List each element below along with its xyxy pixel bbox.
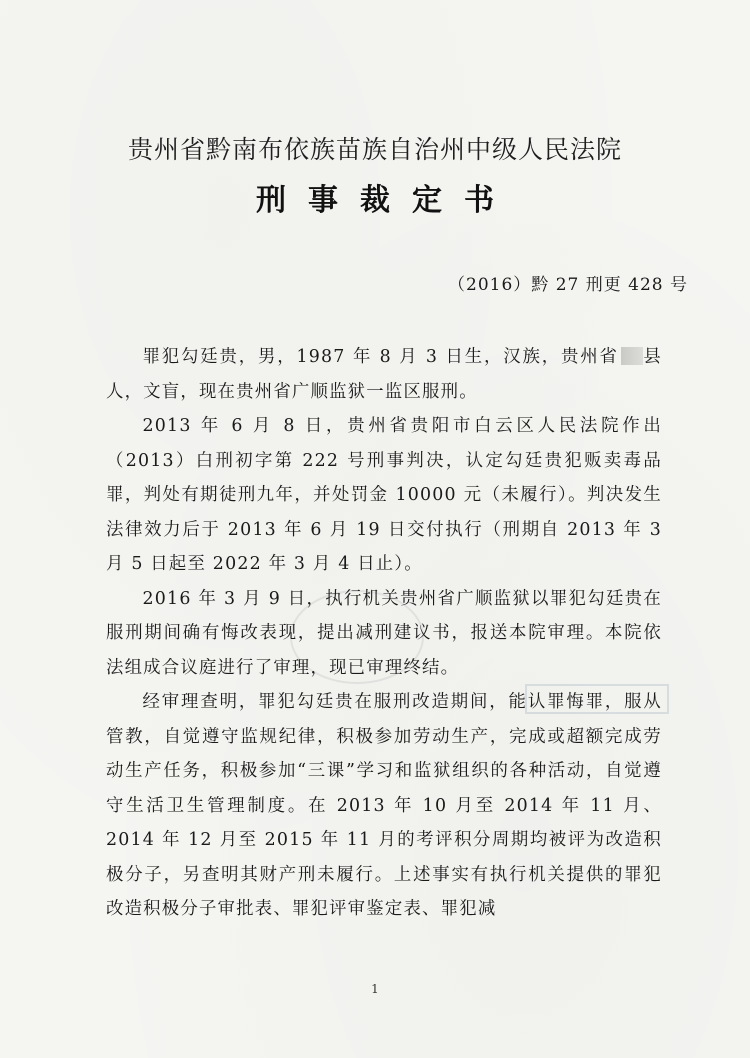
document-type: 刑事裁定书 bbox=[256, 183, 516, 218]
case-number: （2016）黔 27 刑更 428 号 bbox=[448, 275, 688, 295]
page-number: 1 bbox=[371, 982, 379, 996]
paragraph-1-part-2: 县人，文盲，现在贵州省广顺监狱一监区服刑。 bbox=[106, 347, 662, 402]
paragraph-1 bbox=[106, 340, 662, 409]
paragraph-2: 2013 年 6 月 8 日，贵州省贵阳市白云区人民法院作出（2013）白刑初字第 222 号刑事判决，认定勾廷贵犯贩卖毒品罪，判处有期徒刑九年，并处罚金 10000 元（未履行）。判决发生法律效力后于 2013 年 6 月 19 日交付执行（刑期自 2013 年 3 月 5 日起至 2022 年 3 月 4 日止）。 bbox=[106, 416, 662, 574]
paragraph-1-part-1: 罪犯勾廷贵，男，1987 年 8 月 3 日生，汉族，贵州省 bbox=[142, 347, 619, 367]
redaction-block bbox=[621, 347, 643, 365]
paragraph-4: 经审理查明，罪犯勾廷贵在服刑改造期间，能认罪悔罪，服从管教，自觉遵守监规纪律，积极参加劳动生产，完成或超额完成劳动生产任务，积极参加“三课”学习和监狱组织的各种活动，自觉遵守生活卫生管理制度。在 2013 年 10 月至 2014 年 11 月、2014 年 12 月至 2015 年 11 月的考评积分周期均被评为改造积极分子，另查明其财产刑未履行。上述事实有执行机关提供的罪犯改造积极分子审批表、罪犯评审鉴定表、罪犯减 bbox=[106, 692, 662, 919]
paragraph-3: 2016 年 3 月 9 日，执行机关贵州省广顺监狱以罪犯勾廷贵在服刑期间确有悔改表现，提出减刑建议书，报送本院审理。本院依法组成合议庭进行了审理，现已审理终结。 bbox=[106, 588, 662, 678]
court-name: 贵州省黔南布依族苗族自治州中级人民法院 bbox=[127, 135, 622, 164]
document-body bbox=[106, 340, 662, 927]
